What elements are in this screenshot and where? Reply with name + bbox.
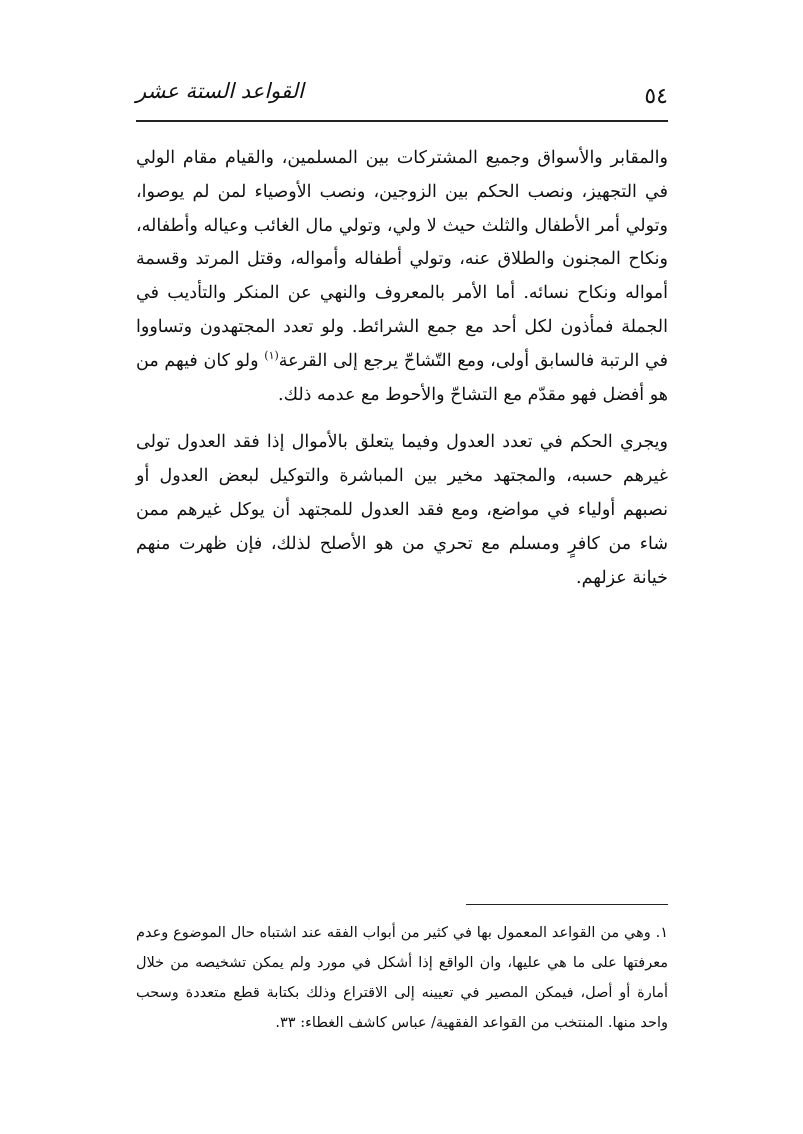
page-number: ٥٤ bbox=[644, 84, 668, 109]
footnote-reference[interactable]: (١) bbox=[264, 348, 279, 362]
running-title: القواعد الستة عشر bbox=[136, 79, 304, 103]
paragraph-1 bbox=[136, 142, 668, 412]
page-header bbox=[136, 76, 668, 120]
header-rule bbox=[136, 120, 668, 122]
paragraph-2: ويجري الحكم في تعدد العدول وفيما يتعلق بالأموال إذا فقد العدول تولى غيرهم حسبه، والمجتهد مخير بين المباشرة والتوكيل لبعض العدول أو نصبهم أولياء في مواضع، ومع فقد العدول للمجتهد أن يوكل غيرهم ممن شاء من كافرٍ ومسلم مع تحري من هو الأصلح لذلك، فإن ظهرت منهم خيانة عزلهم. bbox=[136, 432, 668, 588]
footnote-rule bbox=[466, 904, 668, 905]
footnote bbox=[136, 918, 668, 1038]
footnote-text: ١. وهي من القواعد المعمول بها في كثير من أبواب الفقه عند اشتباه حال الموضوع وعدم معرفتها على ما هي عليها، وان الواقع إذا أشكل في مورد ولم يمكن تشخيصه من خلال أمارة أو أصل، فيمكن المصير في تعيينه إلى الاقتراع وذلك بكتابة قطع متعددة وسحب واحد منها. المنتخب من القواعد الفقهية/ عباس كاشف الغطاء: ٣٣. bbox=[136, 925, 668, 1031]
main-text bbox=[136, 142, 668, 595]
paragraph-1-continuation: ولو كان فيهم من هو أفضل فهو مقدّم مع التشاحّ والأحوط مع عدمه ذلك. bbox=[136, 350, 668, 405]
paragraph-1-text: والمقابر والأسواق وجميع المشتركات بين المسلمين، والقيام مقام الولي في التجهيز، ونصب الحكم بين الزوجين، ونصب الأوصياء لمن لم يوصوا، وتولي أمر الأطفال والثلث حيث لا ولي، وتولي مال الغائب وعياله وأطفاله، ونكاح المجنون والطلاق عنه، وتولي أطفاله وأمواله، وقتل المرتد وقسمة أمواله ونكاح نسائه. أما الأمر بالمعروف والنهي عن المنكر والتأديب في الجملة فمأذون لكل أحد مع جمع الشرائط. ولو تعدد المجتهدون وتساووا في الرتبة فالسابق أولى، ومع التّشاحّ يرجع إلى القرعة bbox=[136, 148, 668, 371]
